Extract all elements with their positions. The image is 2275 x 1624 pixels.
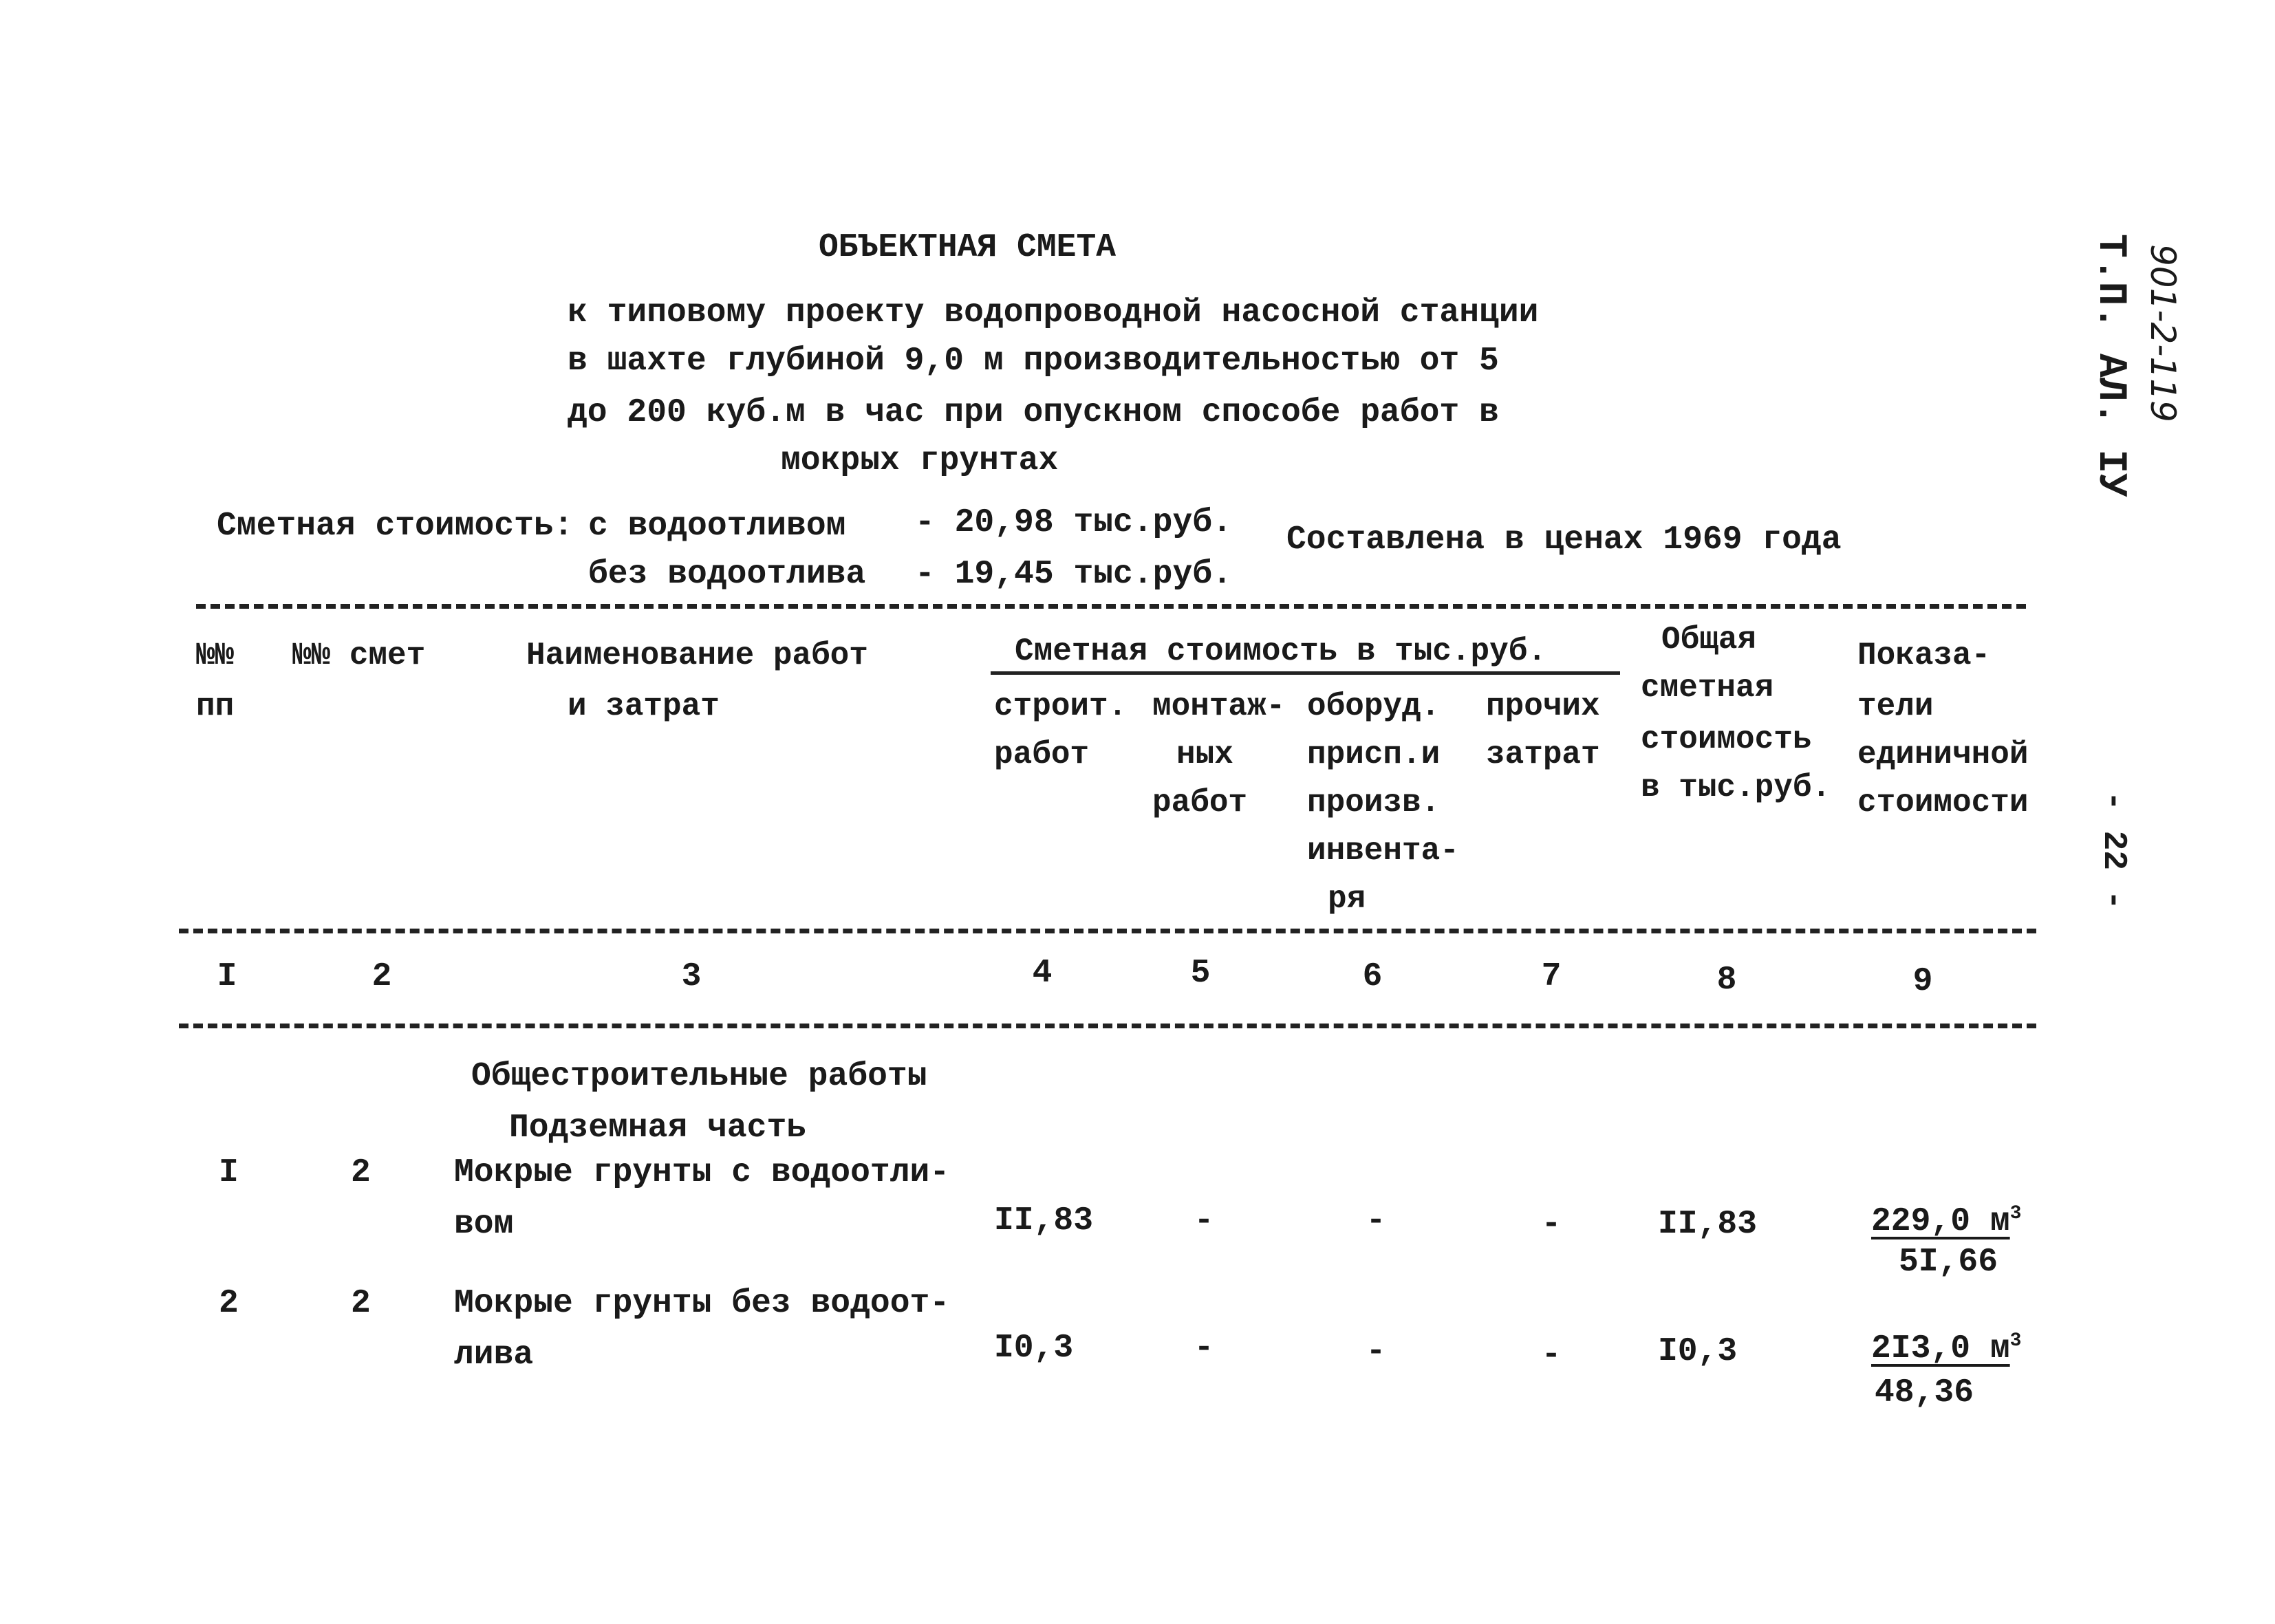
- row1-assembly: -: [1194, 1202, 1214, 1239]
- col-numbers-bottom-rule: [179, 1024, 2036, 1028]
- header-col4-line1: строит.: [994, 689, 1128, 724]
- header-col8-line1: Общая: [1661, 622, 1757, 658]
- header-col3-line2: и затрат: [568, 689, 720, 724]
- row2-construction: I0,3: [994, 1330, 1074, 1367]
- row2-assembly: -: [1194, 1330, 1214, 1367]
- row2-name-line2: лива: [454, 1336, 534, 1374]
- row1-total: II,83: [1658, 1206, 1758, 1243]
- cost-with-drainage-value: - 20,98 тыс.руб.: [915, 504, 1232, 541]
- row2-name-line1: Мокрые грунты без водоот-: [454, 1285, 950, 1322]
- subtitle-line-3: до 200 куб.м в час при опускном способе работ в: [568, 394, 1499, 431]
- row1-indicator-unit-power: 3: [2009, 1203, 2022, 1224]
- row2-indicator-top-value: 2I3,0 м: [1871, 1330, 2010, 1367]
- row2-other: -: [1541, 1336, 1562, 1374]
- row1-indicator-top-value: 229,0 м: [1871, 1203, 2010, 1240]
- header-col8-line2: сметная: [1641, 670, 1774, 706]
- header-col9-line3: единичной: [1857, 737, 2029, 772]
- subtitle-line-4: мокрых грунтах: [781, 442, 1059, 479]
- row2-equipment: -: [1366, 1333, 1386, 1370]
- col-number-2: 2: [371, 958, 392, 995]
- cost-without-drainage-value: - 19,45 тыс.руб.: [915, 556, 1232, 593]
- row1-name-line2: вом: [454, 1206, 514, 1243]
- row2-smeta: 2: [351, 1285, 371, 1322]
- header-col4-line2: работ: [994, 737, 1090, 772]
- row2-total: I0,3: [1658, 1333, 1738, 1370]
- subsection-heading: Подземная часть: [509, 1109, 807, 1147]
- header-col3-line1: Наименование работ: [526, 638, 868, 673]
- col-number-6: 6: [1362, 958, 1383, 995]
- col-number-3: 3: [681, 958, 702, 995]
- col-number-9: 9: [1912, 963, 1933, 1000]
- col-number-7: 7: [1541, 958, 1562, 995]
- handwritten-stamp: 901-2-119: [2143, 244, 2183, 422]
- page-number: - 22 -: [2095, 791, 2132, 910]
- header-col9-line4: стоимости: [1857, 785, 2029, 821]
- header-col7-line2: затрат: [1486, 737, 1600, 772]
- row1-indicator-bottom: 5I,66: [1899, 1244, 1998, 1281]
- row1-number: I: [219, 1154, 239, 1191]
- cost-with-drainage-label: с водоотливом: [588, 508, 846, 545]
- col-number-1: I: [217, 958, 237, 995]
- cost-label: Сметная стоимость:: [217, 508, 574, 545]
- row2-indicator-unit-power: 3: [2009, 1330, 2022, 1352]
- header-col7-line1: прочих: [1486, 689, 1600, 724]
- header-col6-line1: оборуд.: [1307, 689, 1441, 724]
- section-heading: Общестроительные работы: [471, 1058, 927, 1095]
- row2-indicator-bottom: 48,36: [1875, 1374, 1974, 1411]
- row1-indicator-top: [1871, 1190, 2021, 1246]
- header-col6-line5: ря: [1328, 881, 1366, 917]
- col-number-8: 8: [1716, 962, 1737, 999]
- header-group-cost: Сметная стоимость в тыс.руб.: [1015, 634, 1546, 669]
- header-group-underline: [991, 671, 1620, 675]
- header-bottom-rule: [179, 929, 2036, 933]
- header-col9-line2: тели: [1857, 689, 1934, 724]
- row1-other: -: [1541, 1206, 1562, 1243]
- table-top-rule: [196, 604, 2026, 609]
- col-number-4: 4: [1032, 955, 1053, 992]
- subtitle-line-1: к типовому проекту водопроводной насосной станции: [568, 294, 1539, 332]
- header-col2: №№ смет: [292, 638, 426, 673]
- document-title: ОБЪЕКТНАЯ СМЕТА: [819, 229, 1117, 266]
- row1-equipment: -: [1366, 1202, 1386, 1239]
- header-col8-line4: в тыс.руб.: [1641, 770, 1831, 805]
- header-col1-line2: пп: [196, 689, 235, 724]
- header-col5-line3: работ: [1152, 785, 1248, 821]
- cost-without-drainage-label: без водоотлива: [588, 556, 866, 593]
- prices-note: Составлена в ценах 1969 года: [1286, 521, 1842, 559]
- header-col6-line4: инвента-: [1307, 833, 1459, 869]
- header-col5-line2: ных: [1176, 737, 1233, 772]
- col-number-5: 5: [1190, 955, 1211, 992]
- header-col6-line2: присп.и: [1307, 737, 1441, 772]
- header-col8-line3: стоимость: [1641, 722, 1812, 757]
- row1-name-line1: Мокрые грунты с водоотли-: [454, 1154, 950, 1191]
- subtitle-line-2: в шахте глубиной 9,0 м производительностью от 5: [568, 343, 1499, 380]
- header-col1-line1: №№: [196, 638, 235, 673]
- header-col5-line1: монтаж-: [1152, 689, 1286, 724]
- row2-indicator-top: [1871, 1317, 2021, 1373]
- row2-number: 2: [219, 1285, 239, 1322]
- side-code: Т.П. АЛ. IУ: [2088, 234, 2133, 497]
- header-col6-line3: произв.: [1307, 785, 1441, 821]
- row1-construction: II,83: [994, 1202, 1094, 1239]
- header-col9-line1: Показа-: [1857, 638, 1991, 673]
- row1-smeta: 2: [351, 1154, 371, 1191]
